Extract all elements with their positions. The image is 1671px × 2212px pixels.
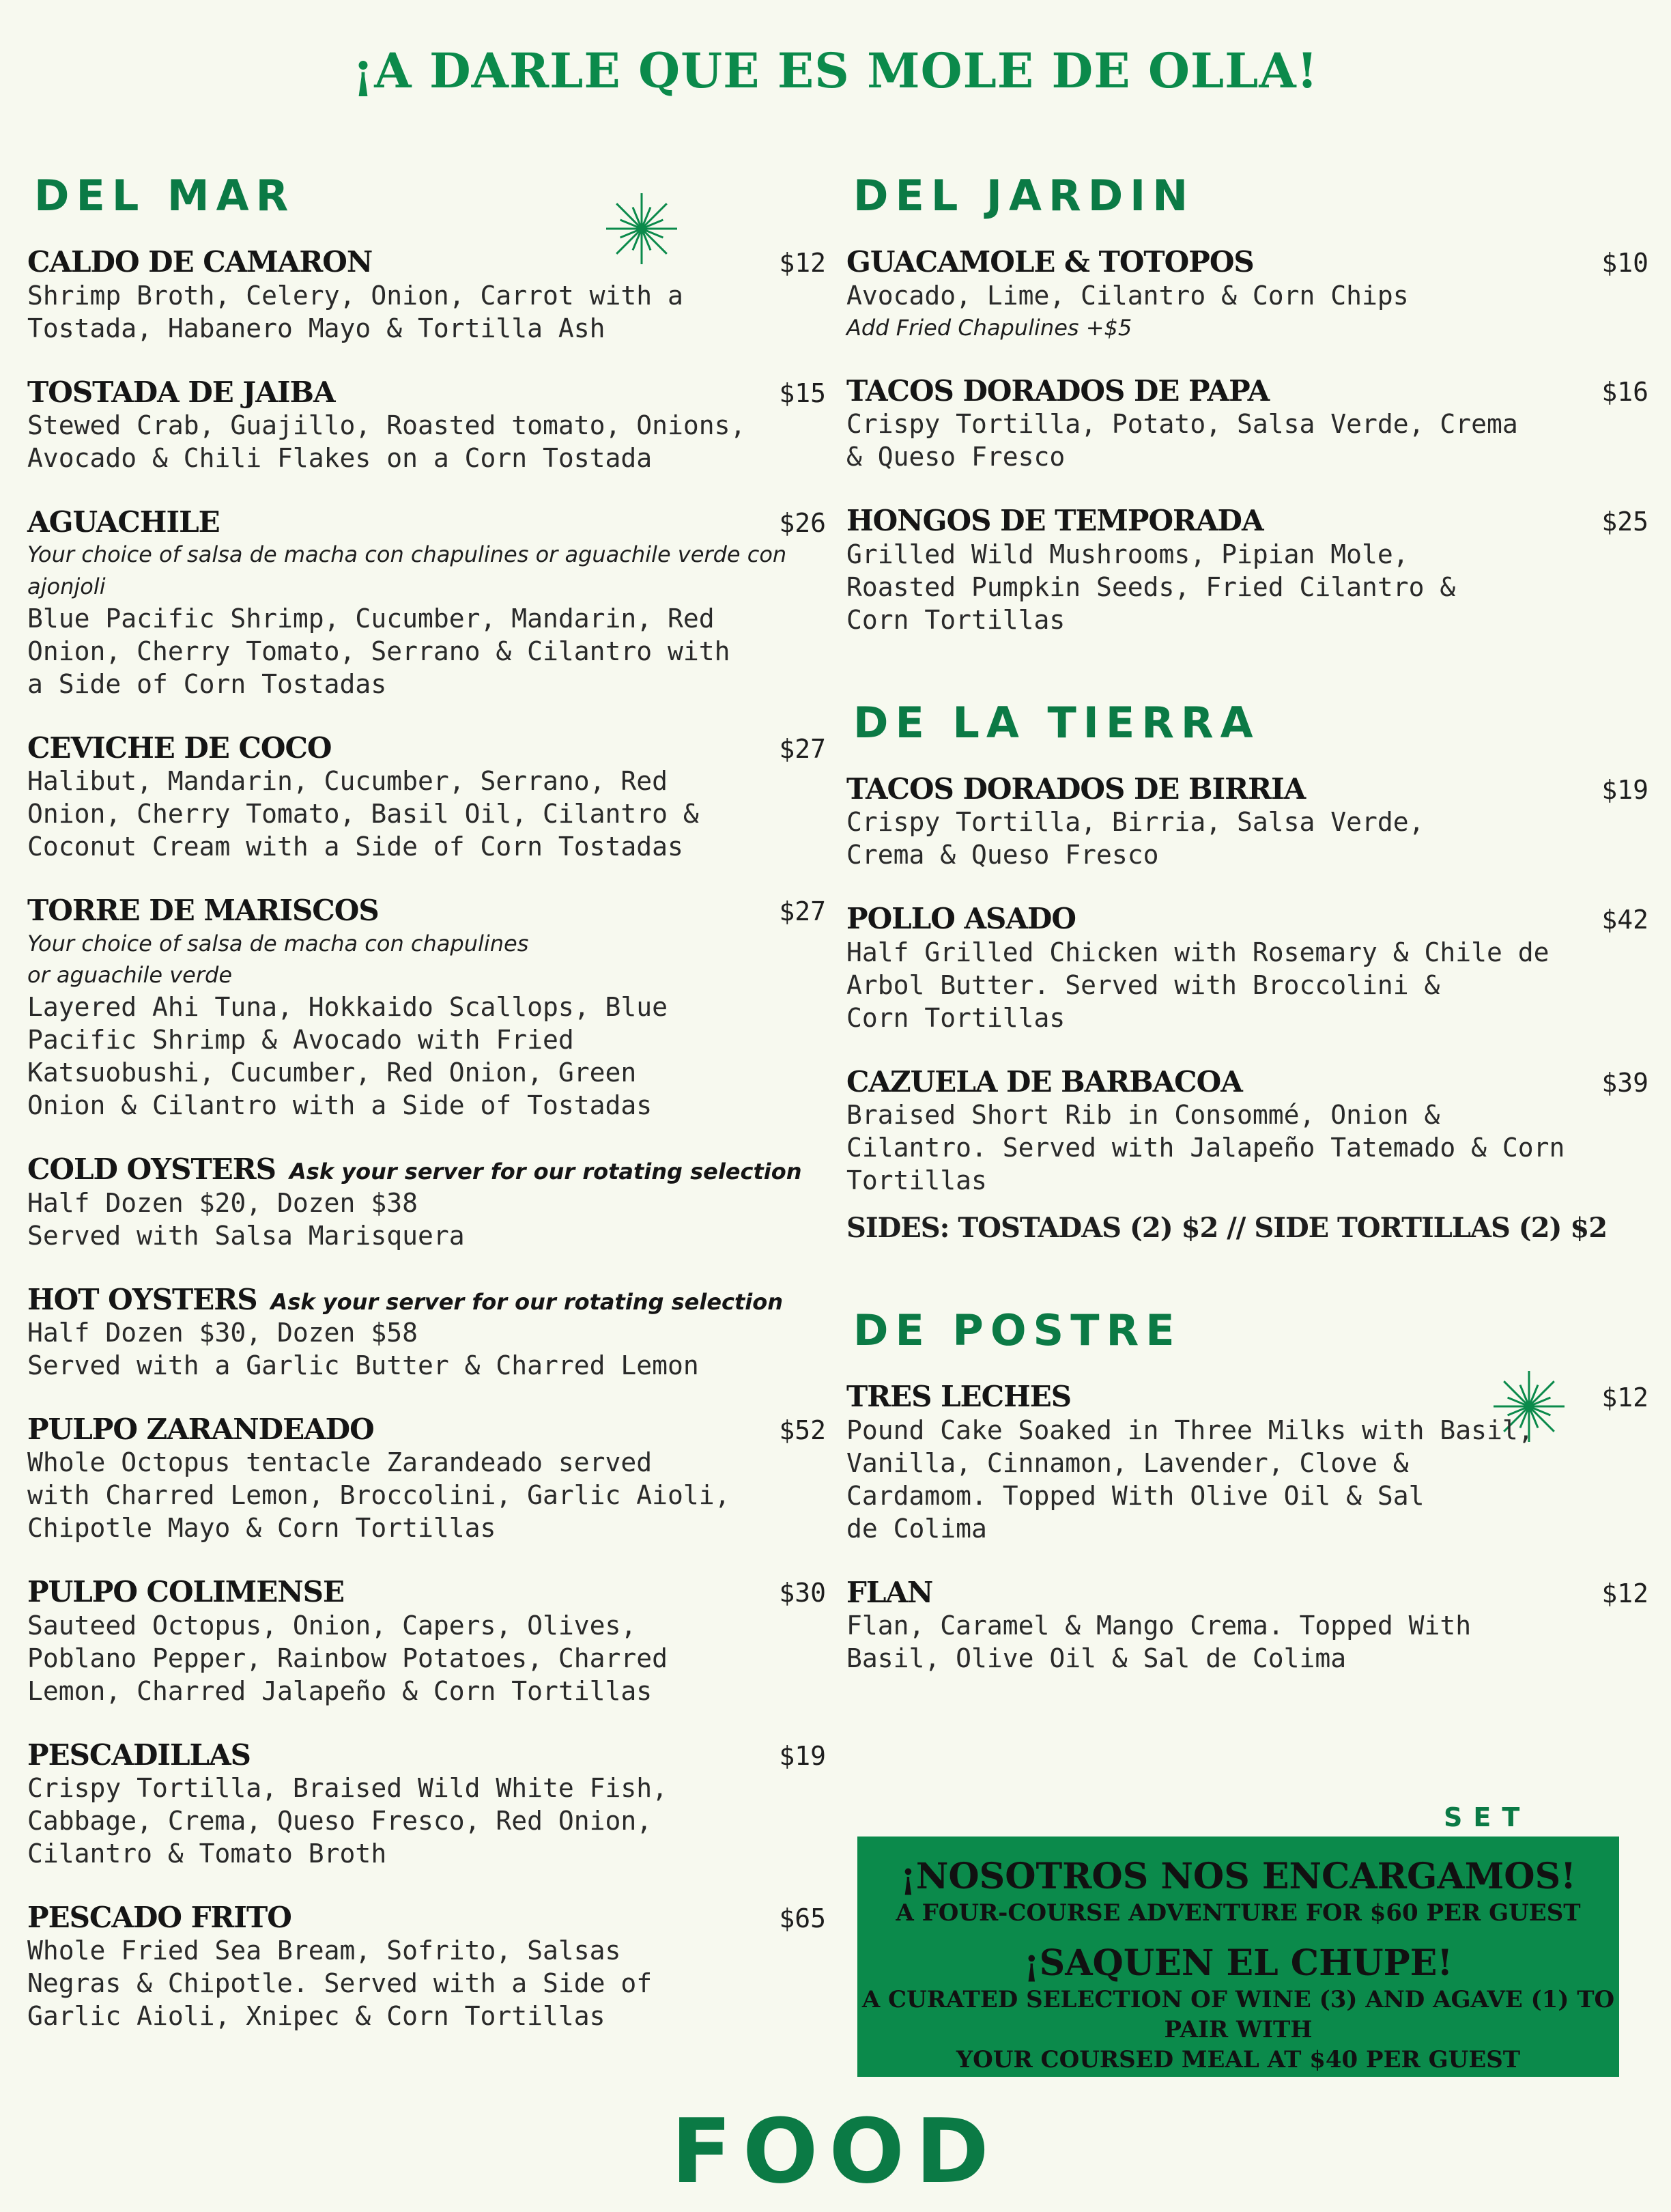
menu-item (27, 1153, 826, 1251)
menu-item-title: TRES LECHES (846, 1380, 1072, 1414)
section-title: DE LA TIERRA (853, 697, 1260, 748)
menu-item (846, 773, 1648, 871)
menu-item-description: Grilled Wild Mushrooms, Pipian Mole, Roasted Pumpkin Seeds, Fried Cilantro & Corn Tortillas (846, 539, 1456, 635)
menu-item-title: TORRE DE MARISCOS (27, 894, 379, 928)
menu-item-description: Blue Pacific Shrimp, Cucumber, Mandarin, Red Onion, Cherry Tomato, Serrano & Cilantro with a Side of Corn Tostadas (27, 604, 730, 700)
menu-item-price: $19 (779, 1740, 826, 1771)
section-del-mar (27, 171, 826, 2032)
menu-item-price: $19 (1601, 775, 1648, 806)
menu-item-name (27, 506, 220, 539)
menu-item-name (27, 246, 372, 279)
menu-item-title: AGUACHILE (27, 505, 220, 539)
menu-item (846, 1576, 1648, 1675)
menu-item-header (27, 1739, 826, 1772)
menu-item-description: Whole Octopus tentacle Zarandeado served with Charred Lemon, Broccolini, Garlic Aioli, Chipotle Mayo & Corn Tortillas (27, 1447, 730, 1544)
menu-item-description: Shrimp Broth, Celery, Onion, Carrot with a Tostada, Habanero Mayo & Tortilla Ash (27, 280, 683, 343)
menu-item-name (27, 376, 335, 409)
sides-line: SIDES: TOSTADAS (2) $2 // SIDE TORTILLAS (2) $2 (846, 1211, 1608, 1244)
menu-item-title: CALDO DE CAMARON (27, 245, 373, 279)
menu-item-title: HOT OYSTERS (27, 1282, 257, 1316)
menu-item-title: TACOS DORADOS DE BIRRIA (846, 772, 1306, 806)
menu-item-price: $26 (779, 507, 826, 538)
menu-item-header (846, 505, 1648, 537)
menu-item-title: CEVICHE DE COCO (27, 731, 332, 765)
menu-item-description: Half Dozen $30, Dozen $58 Served with a Garlic Butter & Charred Lemon (27, 1318, 699, 1381)
set-menu-label: SET (1444, 1802, 1531, 1832)
menu-item (27, 1576, 826, 1707)
set-menu-heading-1: ¡NOSOTROS NOS ENCARGAMOS! (900, 1856, 1576, 1897)
menu-item-header (27, 894, 826, 927)
menu-item-price: $12 (1601, 1578, 1648, 1608)
menu-item-header (846, 375, 1648, 408)
menu-item-title: PULPO ZARANDEADO (27, 1413, 374, 1447)
section-de-postre (846, 1305, 1648, 1675)
menu-item-description: Half Dozen $20, Dozen $38 Served with Salsa Marisquera (27, 1187, 465, 1251)
menu-item-price: $12 (779, 248, 826, 279)
menu-item-name (27, 1739, 251, 1772)
menu-item-price: $16 (1601, 377, 1648, 408)
menu-item (27, 1901, 826, 2032)
menu-item (846, 246, 1648, 343)
set-menu-sub-2: A CURATED SELECTION OF WINE (3) AND AGAVE (1) TO PAIR WITH YOUR COURSED MEAL AT $40 PER GUEST (861, 1985, 1615, 2074)
menu-item-name (27, 1413, 374, 1446)
menu-item (846, 903, 1648, 1034)
menu-item-header (27, 1576, 826, 1608)
section-title: DEL JARDIN (853, 171, 1195, 221)
menu-item-name (846, 505, 1263, 537)
menu-item-note: Ask your server for our rotating selection (289, 1159, 802, 1185)
menu-item-header (27, 1413, 826, 1446)
menu-item-header (846, 1380, 1648, 1413)
menu-item-name (27, 1576, 344, 1608)
menu-item (846, 1066, 1648, 1197)
menu-item-price: $25 (1601, 507, 1648, 537)
menu-item-header (27, 1901, 826, 1934)
menu-item-price: $15 (779, 378, 826, 408)
menu-item-note: Your choice of salsa de macha con chapulines or aguachile verde (27, 930, 529, 989)
menu-item (27, 1739, 826, 1870)
menu-item-price: $27 (779, 896, 826, 927)
set-menu-heading-2: ¡SAQUEN EL CHUPE! (1023, 1942, 1453, 1984)
menu-item-title: TOSTADA DE JAIBA (27, 375, 335, 409)
menu-item (27, 894, 826, 1122)
menu-item-price: $65 (779, 1903, 826, 1933)
menu-item-title: FLAN (846, 1575, 933, 1609)
menu-item-title: PULPO COLIMENSE (27, 1575, 344, 1609)
menu-item (27, 732, 826, 863)
menu-item-description: Crispy Tortilla, Potato, Salsa Verde, Crema & Queso Fresco (846, 409, 1518, 472)
menu-item-name (846, 1576, 932, 1609)
set-menu-sub-1: A FOUR-COURSE ADVENTURE FOR $60 PER GUEST (896, 1899, 1581, 1927)
menu-item-description: Braised Short Rib in Consommé, Onion & Cilantro. Served with Jalapeño Tatemado & Corn Tortillas (846, 1099, 1565, 1195)
section-title: DE POSTRE (853, 1305, 1182, 1355)
menu-item-price: $10 (1601, 248, 1648, 279)
menu-item-price: $12 (1601, 1382, 1648, 1413)
menu-item-name (846, 375, 1269, 408)
right-column (846, 164, 1648, 1736)
menu-item-header (846, 1066, 1648, 1098)
menu-item-header (27, 376, 826, 409)
section-del-jardin (846, 171, 1648, 636)
menu-item-header (27, 732, 826, 765)
menu-item (846, 375, 1648, 473)
menu-item-description: Crispy Tortilla, Birria, Salsa Verde, Crema & Queso Fresco (846, 807, 1425, 870)
menu-item-name (27, 732, 332, 765)
left-column (27, 164, 826, 2094)
menu-item-name (846, 1066, 1242, 1098)
menu-item (27, 1284, 826, 1382)
menu-item-header (846, 773, 1648, 806)
section-de-la-tierra (846, 698, 1648, 1244)
menu-item-title: HONGOS DE TEMPORADA (846, 504, 1263, 538)
menu-item (27, 246, 826, 344)
section-title: DEL MAR (34, 171, 296, 221)
menu-item-title: PESCADILLAS (27, 1738, 251, 1772)
menu-item-price: $42 (1601, 905, 1648, 935)
footer-title: FOOD (671, 2099, 1000, 2203)
menu-item-title: CAZUELA DE BARBACOA (846, 1064, 1242, 1098)
menu-item-header (27, 246, 826, 279)
menu-item-description: Sauteed Octopus, Onion, Capers, Olives, Poblano Pepper, Rainbow Potatoes, Charred Lemon, Charred Jalapeño & Corn Tortillas (27, 1610, 668, 1706)
menu-item-header (846, 1576, 1648, 1609)
menu-item-description: Layered Ahi Tuna, Hokkaido Scallops, Blue Pacific Shrimp & Avocado with Fried Katsuobushi, Cucumber, Red Onion, Green Onion & Cilantro with a Side of Tostadas (27, 992, 668, 1121)
menu-item-description: Halibut, Mandarin, Cucumber, Serrano, Red Onion, Cherry Tomato, Basil Oil, Cilantro & Coconut Cream with a Side of Corn Tostadas (27, 766, 699, 862)
menu-item-name (846, 246, 1254, 279)
menu-item-description: Pound Cake Soaked in Three Milks with Basil, Vanilla, Cinnamon, Lavender, Clove & Cardamom. Topped With Olive Oil & Sal de Colima (846, 1415, 1534, 1544)
menu-item-name (27, 1153, 801, 1186)
menu-item-title: COLD OYSTERS (27, 1152, 276, 1187)
menu-item-header (27, 1284, 826, 1316)
menu-item-header (846, 246, 1648, 279)
menu-item (27, 506, 826, 700)
menu-item-header (27, 1153, 826, 1186)
menu-banner: ¡A DARLE QUE ES MOLE DE OLLA! (352, 42, 1319, 99)
set-menu-box (857, 1837, 1619, 2077)
menu-item-title: TACOS DORADOS DE PAPA (846, 374, 1270, 408)
menu-item-name (846, 1380, 1071, 1413)
menu-item-title: GUACAMOLE & TOTOPOS (846, 245, 1254, 279)
menu-item (846, 1380, 1648, 1544)
menu-item-description: Flan, Caramel & Mango Crema. Topped With Basil, Olive Oil & Sal de Colima (846, 1610, 1472, 1673)
menu-item-header (27, 506, 826, 539)
menu-item-description: Half Grilled Chicken with Rosemary & Chile de Arbol Butter. Served with Broccolini & Corn Tortillas (846, 937, 1549, 1033)
menu-item-note: Ask your server for our rotating selection (270, 1288, 784, 1315)
menu-item-name (846, 903, 1076, 935)
menu-item-name (27, 1901, 291, 1934)
menu-item-title: POLLO ASADO (846, 902, 1076, 936)
menu-item-price: $27 (779, 734, 826, 765)
menu-item-name (27, 1284, 783, 1316)
menu-item-price: $30 (779, 1578, 826, 1608)
menu-item-description: Whole Fried Sea Bream, Sofrito, Salsas Negras & Chipotle. Served with a Side of Garlic Aioli, Xnipec & Corn Tortillas (27, 1936, 653, 2032)
menu-item-note: Your choice of salsa de macha con chapulines or aguachile verde con ajonjoli (27, 541, 787, 599)
menu-item-addon: Add Fried Chapulines +$5 (846, 314, 1132, 341)
menu-item-name (27, 894, 379, 927)
menu-item-name (846, 773, 1305, 806)
menu-item-description: Avocado, Lime, Cilantro & Corn Chips (846, 280, 1409, 311)
menu-item-price: $39 (1601, 1067, 1648, 1098)
menu-item (27, 376, 826, 474)
menu-item-price: $52 (779, 1415, 826, 1446)
menu-item-header (846, 903, 1648, 935)
menu-item-description: Stewed Crab, Guajillo, Roasted tomato, Onions, Avocado & Chili Flakes on a Corn Tostada (27, 410, 746, 473)
menu-item (27, 1413, 826, 1544)
menu-item-description: Crispy Tortilla, Braised Wild White Fish, Cabbage, Crema, Queso Fresco, Red Onion, Cilantro & Tomato Broth (27, 1772, 668, 1869)
menu-item (846, 505, 1648, 636)
menu-item-title: PESCADO FRITO (27, 1900, 291, 1934)
